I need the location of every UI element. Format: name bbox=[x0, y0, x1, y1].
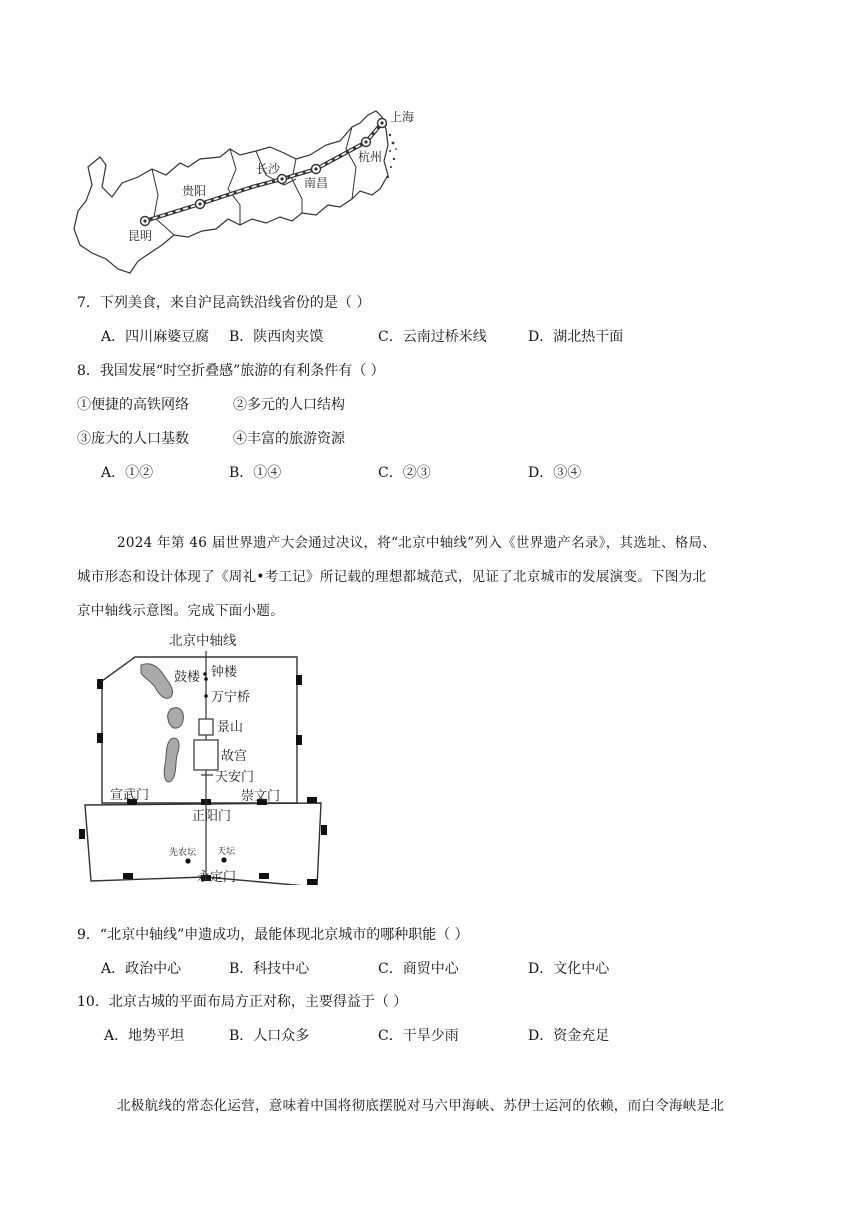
bell-tower-dot bbox=[204, 677, 208, 681]
question-8-stem: 8．我国发展“时空折叠感”旅游的有利条件有（ ） bbox=[77, 363, 385, 379]
city-label-hangzhou: 杭州 bbox=[358, 150, 383, 164]
province-border bbox=[292, 159, 302, 213]
label-yongdingmen: 永定门 bbox=[197, 870, 237, 885]
label-jingshan: 景山 bbox=[217, 720, 244, 735]
xiannongtan-dot bbox=[185, 858, 190, 863]
q7-option-b[interactable]: B．陕西肉夹馍 bbox=[229, 329, 324, 345]
label-bell-tower: 钟楼 bbox=[211, 665, 238, 680]
q9-option-a[interactable]: A．政治中心 bbox=[101, 961, 182, 977]
label-wanning-bridge: 万宁桥 bbox=[211, 690, 251, 705]
forbidden-city-box bbox=[194, 740, 218, 770]
q10-option-c[interactable]: C．干旱少雨 bbox=[378, 1028, 459, 1044]
q8-statement-1: ①便捷的高铁网络 bbox=[77, 397, 189, 413]
lake-north bbox=[141, 664, 173, 699]
label-xiannongtan: 先农坛 bbox=[169, 848, 197, 858]
province-border bbox=[228, 149, 240, 225]
q8-option-d[interactable]: D．③④ bbox=[528, 465, 582, 481]
city-label-guiyang: 贵阳 bbox=[182, 184, 207, 198]
label-chongwenmen: 崇文门 bbox=[241, 789, 281, 804]
q7-option-d[interactable]: D．湖北热干面 bbox=[528, 329, 624, 345]
gate-markers bbox=[79, 675, 327, 885]
passage-1-line-1: 2024 年第 46 届世界遗产大会通过决议，将“北京中轴线”列入《世界遗产名录》，其选址、格局、 bbox=[117, 535, 717, 551]
question-10-stem: 10．北京古城的平面布局方正对称，主要得益于（ ） bbox=[77, 994, 408, 1010]
tiantan-dot bbox=[221, 857, 226, 862]
passage-1-line-3: 京中轴线示意图。完成下面小题。 bbox=[77, 603, 284, 619]
province-border bbox=[152, 169, 174, 235]
city-label-kunming: 昆明 bbox=[128, 229, 153, 243]
drum-tower-dot bbox=[203, 672, 207, 676]
label-tiananmen: 天安门 bbox=[215, 770, 255, 785]
q9-option-c[interactable]: C．商贸中心 bbox=[378, 961, 459, 977]
city-label-changsha: 长沙 bbox=[256, 162, 281, 176]
q7-option-c[interactable]: C．云南过桥米线 bbox=[378, 329, 487, 345]
label-drum-tower: 鼓楼 bbox=[174, 670, 201, 685]
q10-option-b[interactable]: B．人口众多 bbox=[229, 1028, 310, 1044]
question-9-stem: 9．“北京中轴线”申遗成功，最能体现北京城市的哪种职能（ ） bbox=[77, 927, 469, 943]
label-zhengyangmen: 正阳门 bbox=[192, 809, 232, 824]
beijing-axis-map bbox=[75, 625, 335, 885]
label-forbidden-city: 故宫 bbox=[221, 749, 248, 764]
q10-option-a[interactable]: A．地势平坦 bbox=[104, 1028, 185, 1044]
province-border bbox=[346, 127, 356, 199]
q7-option-a[interactable]: A．四川麻婆豆腐 bbox=[101, 329, 210, 345]
q9-option-d[interactable]: D．文化中心 bbox=[528, 961, 610, 977]
q8-option-b[interactable]: B．①④ bbox=[229, 465, 282, 481]
passage-2-line-1: 北极航线的常态化运营，意味着中国将彻底摆脱对马六甲海峡、苏伊士运河的依赖，而白令海峡是北 bbox=[117, 1098, 725, 1114]
q8-statement-3: ③庞大的人口基数 bbox=[77, 431, 189, 447]
q8-option-c[interactable]: C．②③ bbox=[378, 465, 431, 481]
city-label-nanchang: 南昌 bbox=[304, 176, 329, 190]
question-7-stem: 7．下列美食，来自沪昆高铁沿线省份的是（ ） bbox=[77, 295, 371, 311]
q9-option-b[interactable]: B．科技中心 bbox=[229, 961, 310, 977]
q8-statement-4: ④丰富的旅游资源 bbox=[233, 431, 345, 447]
lake-houhai bbox=[168, 708, 184, 728]
q8-statement-2: ②多元的人口结构 bbox=[233, 397, 345, 413]
wanning-bridge-dot bbox=[204, 694, 208, 698]
rail-line-map bbox=[70, 105, 430, 277]
label-xuanwumen: 宣武门 bbox=[110, 788, 150, 803]
label-tiantan: 天坛 bbox=[217, 847, 236, 857]
q10-option-d[interactable]: D．资金充足 bbox=[528, 1028, 610, 1044]
passage-1-line-2: 城市形态和设计体现了《周礼•考工记》所记载的理想都城范式，见证了北京城市的发展演变。下图为北 bbox=[77, 569, 707, 585]
q8-option-a[interactable]: A．①② bbox=[101, 465, 154, 481]
lake-zhongnanhai bbox=[164, 738, 179, 782]
jingshan-box bbox=[199, 719, 213, 735]
city-label-shanghai: 上海 bbox=[390, 110, 415, 124]
map-title: 北京中轴线 bbox=[169, 633, 237, 649]
